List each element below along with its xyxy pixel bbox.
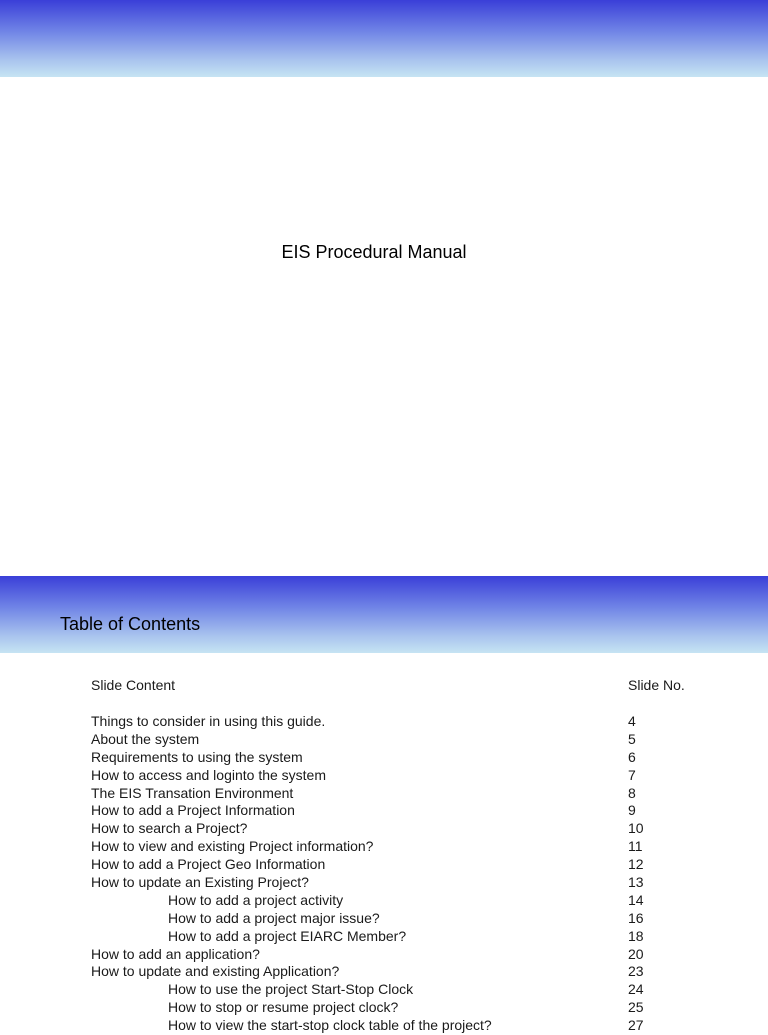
toc-entry-title: How to use the project Start-Stop Clock — [168, 981, 414, 998]
toc-entry-slide-number: 25 — [628, 999, 644, 1016]
toc-entry — [0, 999, 768, 1017]
toc-entry-title: How to add a Project Information — [91, 802, 295, 819]
toc-entry-title: How to access and loginto the system — [91, 766, 327, 783]
toc-entry-slide-number: 16 — [628, 909, 644, 926]
toc-entry-slide-number: 9 — [628, 802, 636, 819]
toc-entry — [0, 963, 768, 981]
toc-entry — [0, 785, 768, 803]
toc-entry — [0, 731, 768, 749]
toc-entry — [0, 802, 768, 820]
toc-entry — [0, 838, 768, 856]
toc-entry-title: About the system — [91, 730, 200, 747]
toc-entry — [0, 713, 768, 731]
toc-entry — [0, 981, 768, 999]
toc-entry-title: How to add a project EIARC Member? — [168, 927, 407, 944]
toc-entry-title: How to stop or resume project clock? — [168, 999, 399, 1016]
toc-entry — [0, 946, 768, 964]
toc-entry — [0, 856, 768, 874]
slide1-header-band — [0, 0, 768, 77]
toc-entry-title: How to search a Project? — [91, 820, 248, 837]
toc-list — [0, 713, 768, 1035]
toc-entry-slide-number: 11 — [628, 838, 643, 855]
toc-entry-slide-number: 6 — [628, 748, 636, 765]
toc-entry-slide-number: 7 — [628, 766, 636, 783]
toc-entry-slide-number: 12 — [628, 856, 644, 873]
toc-entry-slide-number: 18 — [628, 927, 644, 944]
toc-entry-slide-number: 24 — [628, 981, 644, 998]
toc-entry — [0, 820, 768, 838]
toc-entry-slide-number: 23 — [628, 963, 644, 980]
toc-entry-title: How to add a Project Geo Information — [91, 856, 326, 873]
toc-entry — [0, 910, 768, 928]
toc-entry — [0, 767, 768, 785]
toc-entry-slide-number: 10 — [628, 820, 644, 837]
toc-entry-title: How to view and existing Project information? — [91, 838, 374, 855]
toc-entry-slide-number: 14 — [628, 891, 644, 908]
toc-entry-title: How to update an Existing Project? — [91, 874, 309, 891]
toc-column-header-slide-no: Slide No. — [628, 677, 685, 693]
toc-entry-title: How to view the start-stop clock table of the project? — [168, 1017, 492, 1034]
toc-entry — [0, 874, 768, 892]
toc-entry-slide-number: 27 — [628, 1017, 644, 1034]
toc-entry-slide-number: 13 — [628, 874, 644, 891]
toc-heading: Table of Contents — [60, 614, 201, 634]
toc-entry-slide-number: 5 — [628, 730, 636, 747]
toc-entry-title: How to update and existing Application? — [91, 963, 340, 980]
toc-entry-slide-number: 20 — [628, 945, 644, 962]
toc-column-header-content: Slide Content — [91, 677, 176, 693]
toc-entry-title: Things to consider in using this guide. — [91, 713, 326, 729]
toc-entry-slide-number: 4 — [628, 713, 636, 729]
toc-entry — [0, 892, 768, 910]
toc-entry-title: How to add an application? — [91, 945, 260, 962]
slide1-title: EIS Procedural Manual — [281, 242, 467, 262]
toc-entry-slide-number: 8 — [628, 784, 636, 801]
toc-entry — [0, 749, 768, 767]
toc-entry-title: How to add a project activity — [168, 891, 344, 908]
toc-entry-title: How to add a project major issue? — [168, 909, 380, 926]
toc-entry-title: The EIS Transation Environment — [91, 784, 294, 801]
toc-entry-title: Requirements to using the system — [91, 748, 303, 765]
toc-entry — [0, 928, 768, 946]
toc-entry — [0, 1017, 768, 1035]
